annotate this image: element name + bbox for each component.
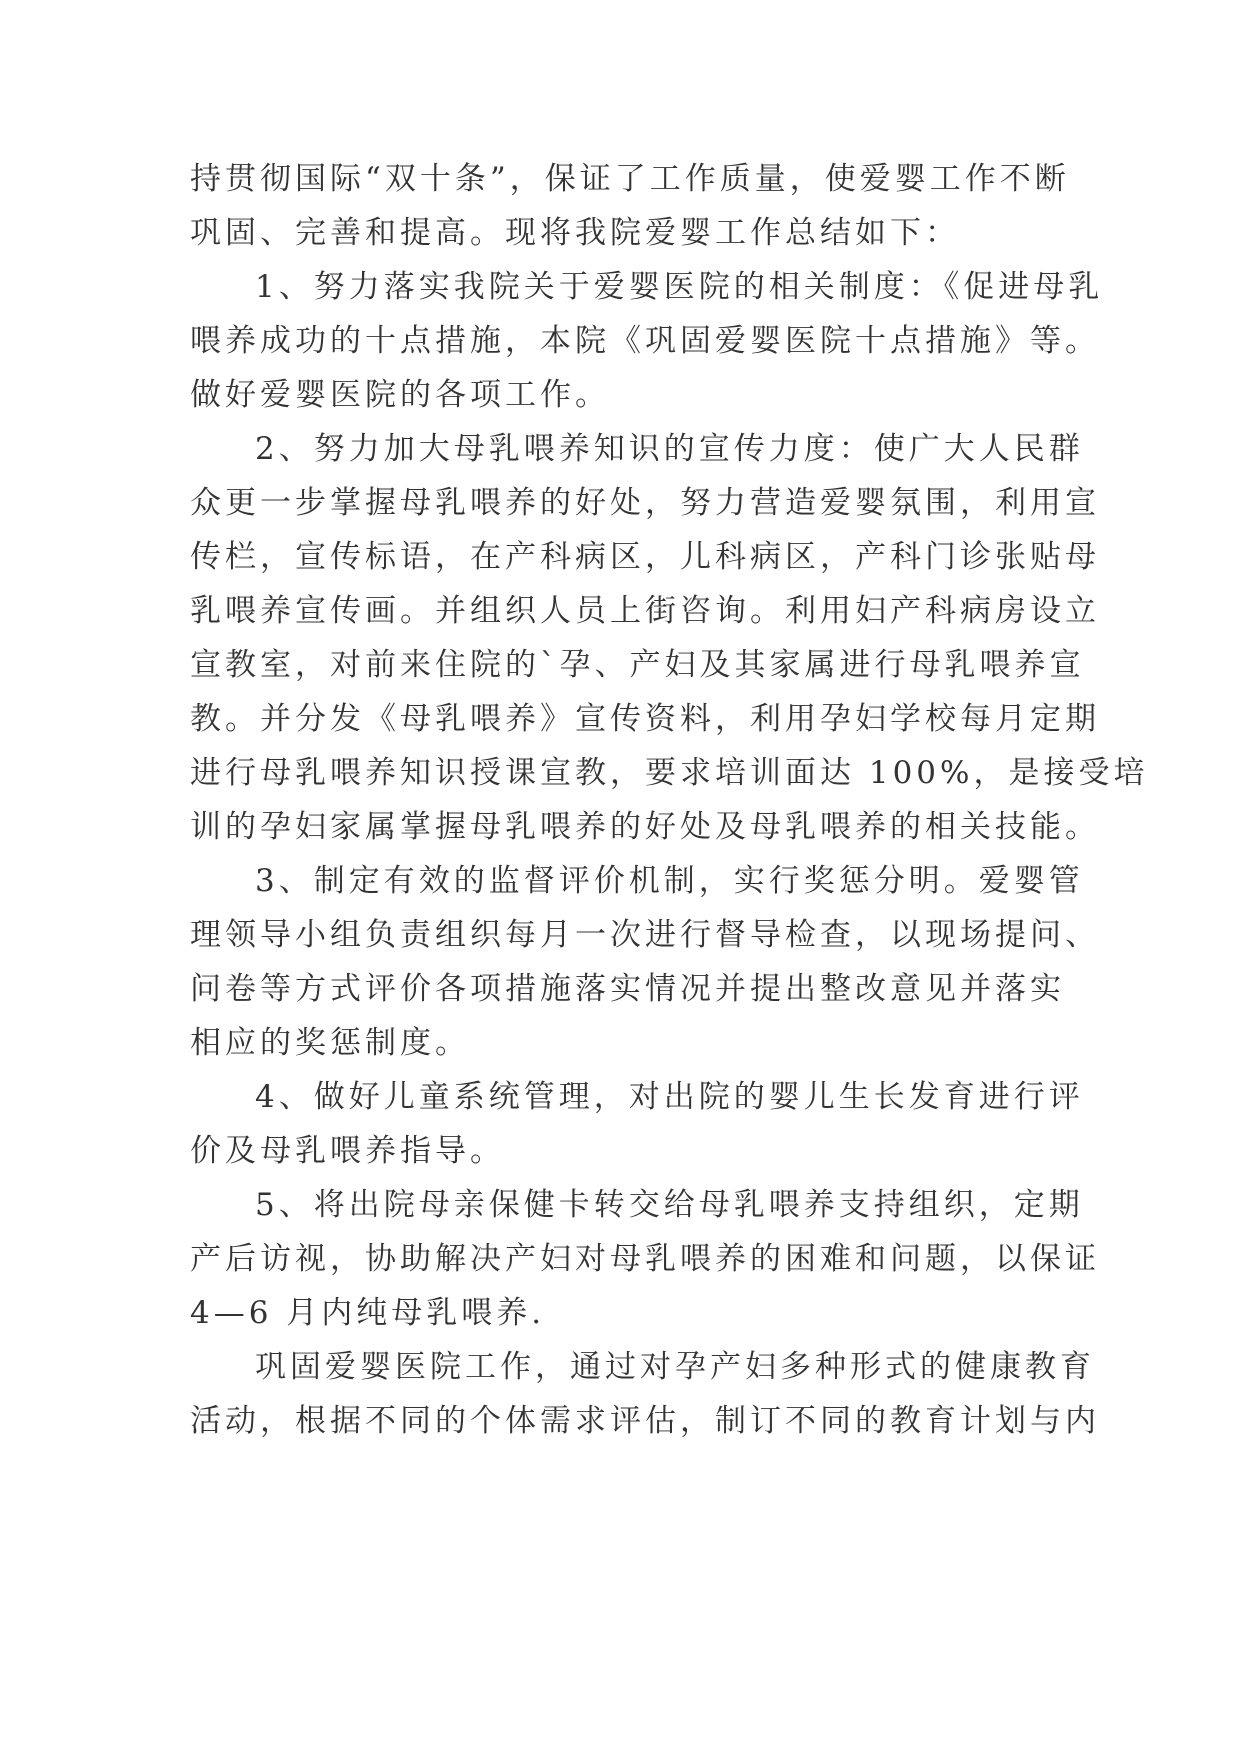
text-line: 做好爱婴医院的各项工作。 xyxy=(190,377,610,413)
text-line: 乳喂养宣传画。并组织人员上街咨询。利用妇产科病房设立 xyxy=(190,593,1100,629)
text-line: 训的孕妇家属掌握母乳喂养的好处及母乳喂养的相关技能。 xyxy=(190,809,1100,845)
text-line: 持贯彻国际“双十条”，保证了工作质量，使爱婴工作不断 xyxy=(190,161,1070,197)
text-line: 2、努力加大母乳喂养知识的宣传力度：使广大人民群 xyxy=(255,431,1084,467)
text-line: 宣教室，对前来住院的`孕、产妇及其家属进行母乳喂养宣 xyxy=(190,647,1085,683)
text-line: 巩固爱婴医院工作，通过对孕产妇多种形式的健康教育 xyxy=(255,1349,1095,1385)
text-line: 1、努力落实我院关于爱婴医院的相关制度：《促进母乳 xyxy=(255,269,1104,305)
text-line: 相应的奖惩制度。 xyxy=(190,1025,470,1061)
text-line: 3、制定有效的监督评价机制，实行奖惩分明。爱婴管 xyxy=(255,863,1084,899)
text-line: 问卷等方式评价各项措施落实情况并提出整改意见并落实 xyxy=(190,971,1065,1007)
text-line: 众更一步掌握母乳喂养的好处，努力营造爱婴氛围，利用宣 xyxy=(190,485,1100,521)
text-line: 进行母乳喂养知识授课宣教，要求培训面达 100%，是接受培 xyxy=(190,755,1149,791)
text-line: 活动，根据不同的个体需求评估，制订不同的教育计划与内 xyxy=(190,1403,1100,1439)
text-line: 价及母乳喂养指导。 xyxy=(190,1133,505,1169)
text-line: 传栏，宣传标语，在产科病区，儿科病区，产科门诊张贴母 xyxy=(190,539,1100,575)
text-line: 喂养成功的十点措施，本院《巩固爱婴医院十点措施》等。 xyxy=(190,323,1100,359)
text-line: 5、将出院母亲保健卡转交给母乳喂养支持组织，定期 xyxy=(255,1187,1084,1223)
text-line: 4—6 月内纯母乳喂养. xyxy=(190,1295,546,1331)
text-line: 教。并分发《母乳喂养》宣传资料，利用孕妇学校每月定期 xyxy=(190,701,1100,737)
text-line: 4、做好儿童系统管理，对出院的婴儿生长发育进行评 xyxy=(255,1079,1084,1115)
text-line: 产后访视，协助解决产妇对母乳喂养的困难和问题，以保证 xyxy=(190,1241,1100,1277)
text-line: 巩固、完善和提高。现将我院爱婴工作总结如下： xyxy=(190,215,960,251)
text-line: 理领导小组负责组织每月一次进行督导检查，以现场提问、 xyxy=(190,917,1100,953)
document-body xyxy=(190,152,1149,1448)
